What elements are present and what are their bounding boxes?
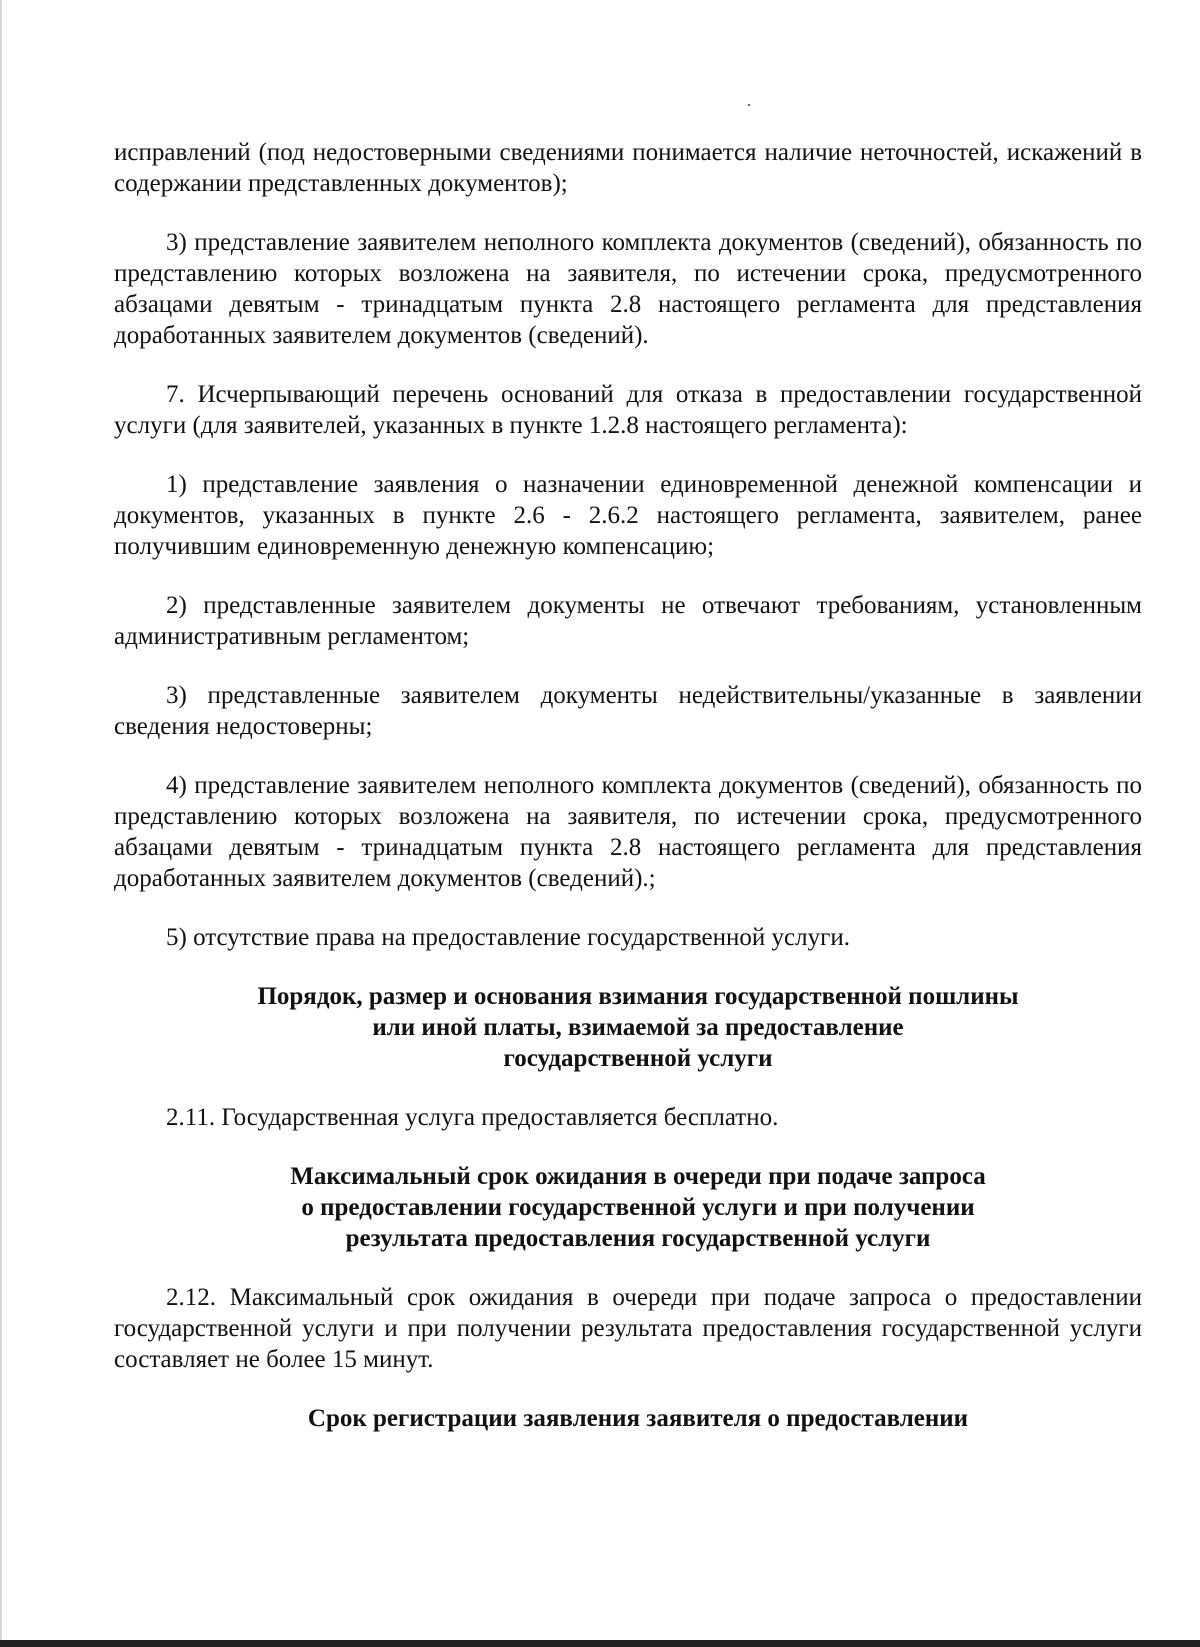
paragraph-7-refusal-grounds: 7. Исчерпывающий перечень оснований для отказа в предоставлении государственной услуги (для заявителей, указанных в пункте 1.2.8 настоящего регламента): [114,381,1142,439]
paragraph-item-4: 4) представление заявителем неполного комплекта документов (сведений), обязанность по представлению которых возложена на заявителя, по истечении срока, предусмотренного абзацами девятым - тринадцатым пункта 2.8 настоящего регламента для представления доработанных заявителем документов (сведений).; [114,772,1142,892]
heading-fee-line-2: или иной платы, взимаемой за предоставление [372,1014,904,1041]
document-body [114,137,1142,1462]
scan-left-edge [0,0,2,1647]
paragraph-item-3: 3) представленные заявителем документы недействительны/указанные в заявлении сведения недостоверны; [114,682,1142,740]
scan-bottom-edge [0,1640,1200,1647]
heading-registration [114,1403,1142,1434]
paragraph-item-2: 2) представленные заявителем документы не отвечают требованиям, установленным административным регламентом; [114,592,1142,650]
heading-queue-line-1: Максимальный срок ожидания в очереди при подаче запроса [290,1163,986,1190]
paragraph-item-3-incomplete-set: 3) представление заявителем неполного комплекта документов (сведений), обязанность по представлению которых возложена на заявителя, по истечении срока, предусмотренного абзацами девятым - тринадцатым пункта 2.8 настоящего регламента для представления доработанных заявителем документов (сведений). [114,229,1142,349]
paragraph-continuation: исправлений (под недостоверными сведениями понимается наличие неточностей, искажений в содержании представленных документов); [114,139,1142,197]
heading-registration-line-1: Срок регистрации заявления заявителя о предоставлении [307,1405,969,1432]
scan-speck [748,104,750,106]
heading-fee-line-1: Порядок, размер и основания взимания государственной пошлины [257,983,1019,1010]
heading-queue [114,1161,1142,1254]
heading-fee [114,981,1142,1074]
paragraph-item-5: 5) отсутствие права на предоставление государственной услуги. [166,924,850,951]
paragraph-2-12: 2.12. Максимальный срок ожидания в очереди при подаче запроса о предоставлении государственной услуги и при получении результата предоставления государственной услуги составляет не более 15 минут. [114,1284,1142,1373]
heading-fee-line-3: государственной услуги [503,1045,773,1072]
heading-queue-line-2: о предоставлении государственной услуги и при получении [301,1194,975,1221]
paragraph-item-1: 1) представление заявления о назначении единовременной денежной компенсации и документов, указанных в пункте 2.6 - 2.6.2 настоящего регламента, заявителем, ранее получившим единовременную денежную компенсацию; [114,471,1142,560]
heading-queue-line-3: результата предоставления государственной услуги [345,1225,931,1252]
paragraph-2-11: 2.11. Государственная услуга предоставляется бесплатно. [166,1104,779,1131]
